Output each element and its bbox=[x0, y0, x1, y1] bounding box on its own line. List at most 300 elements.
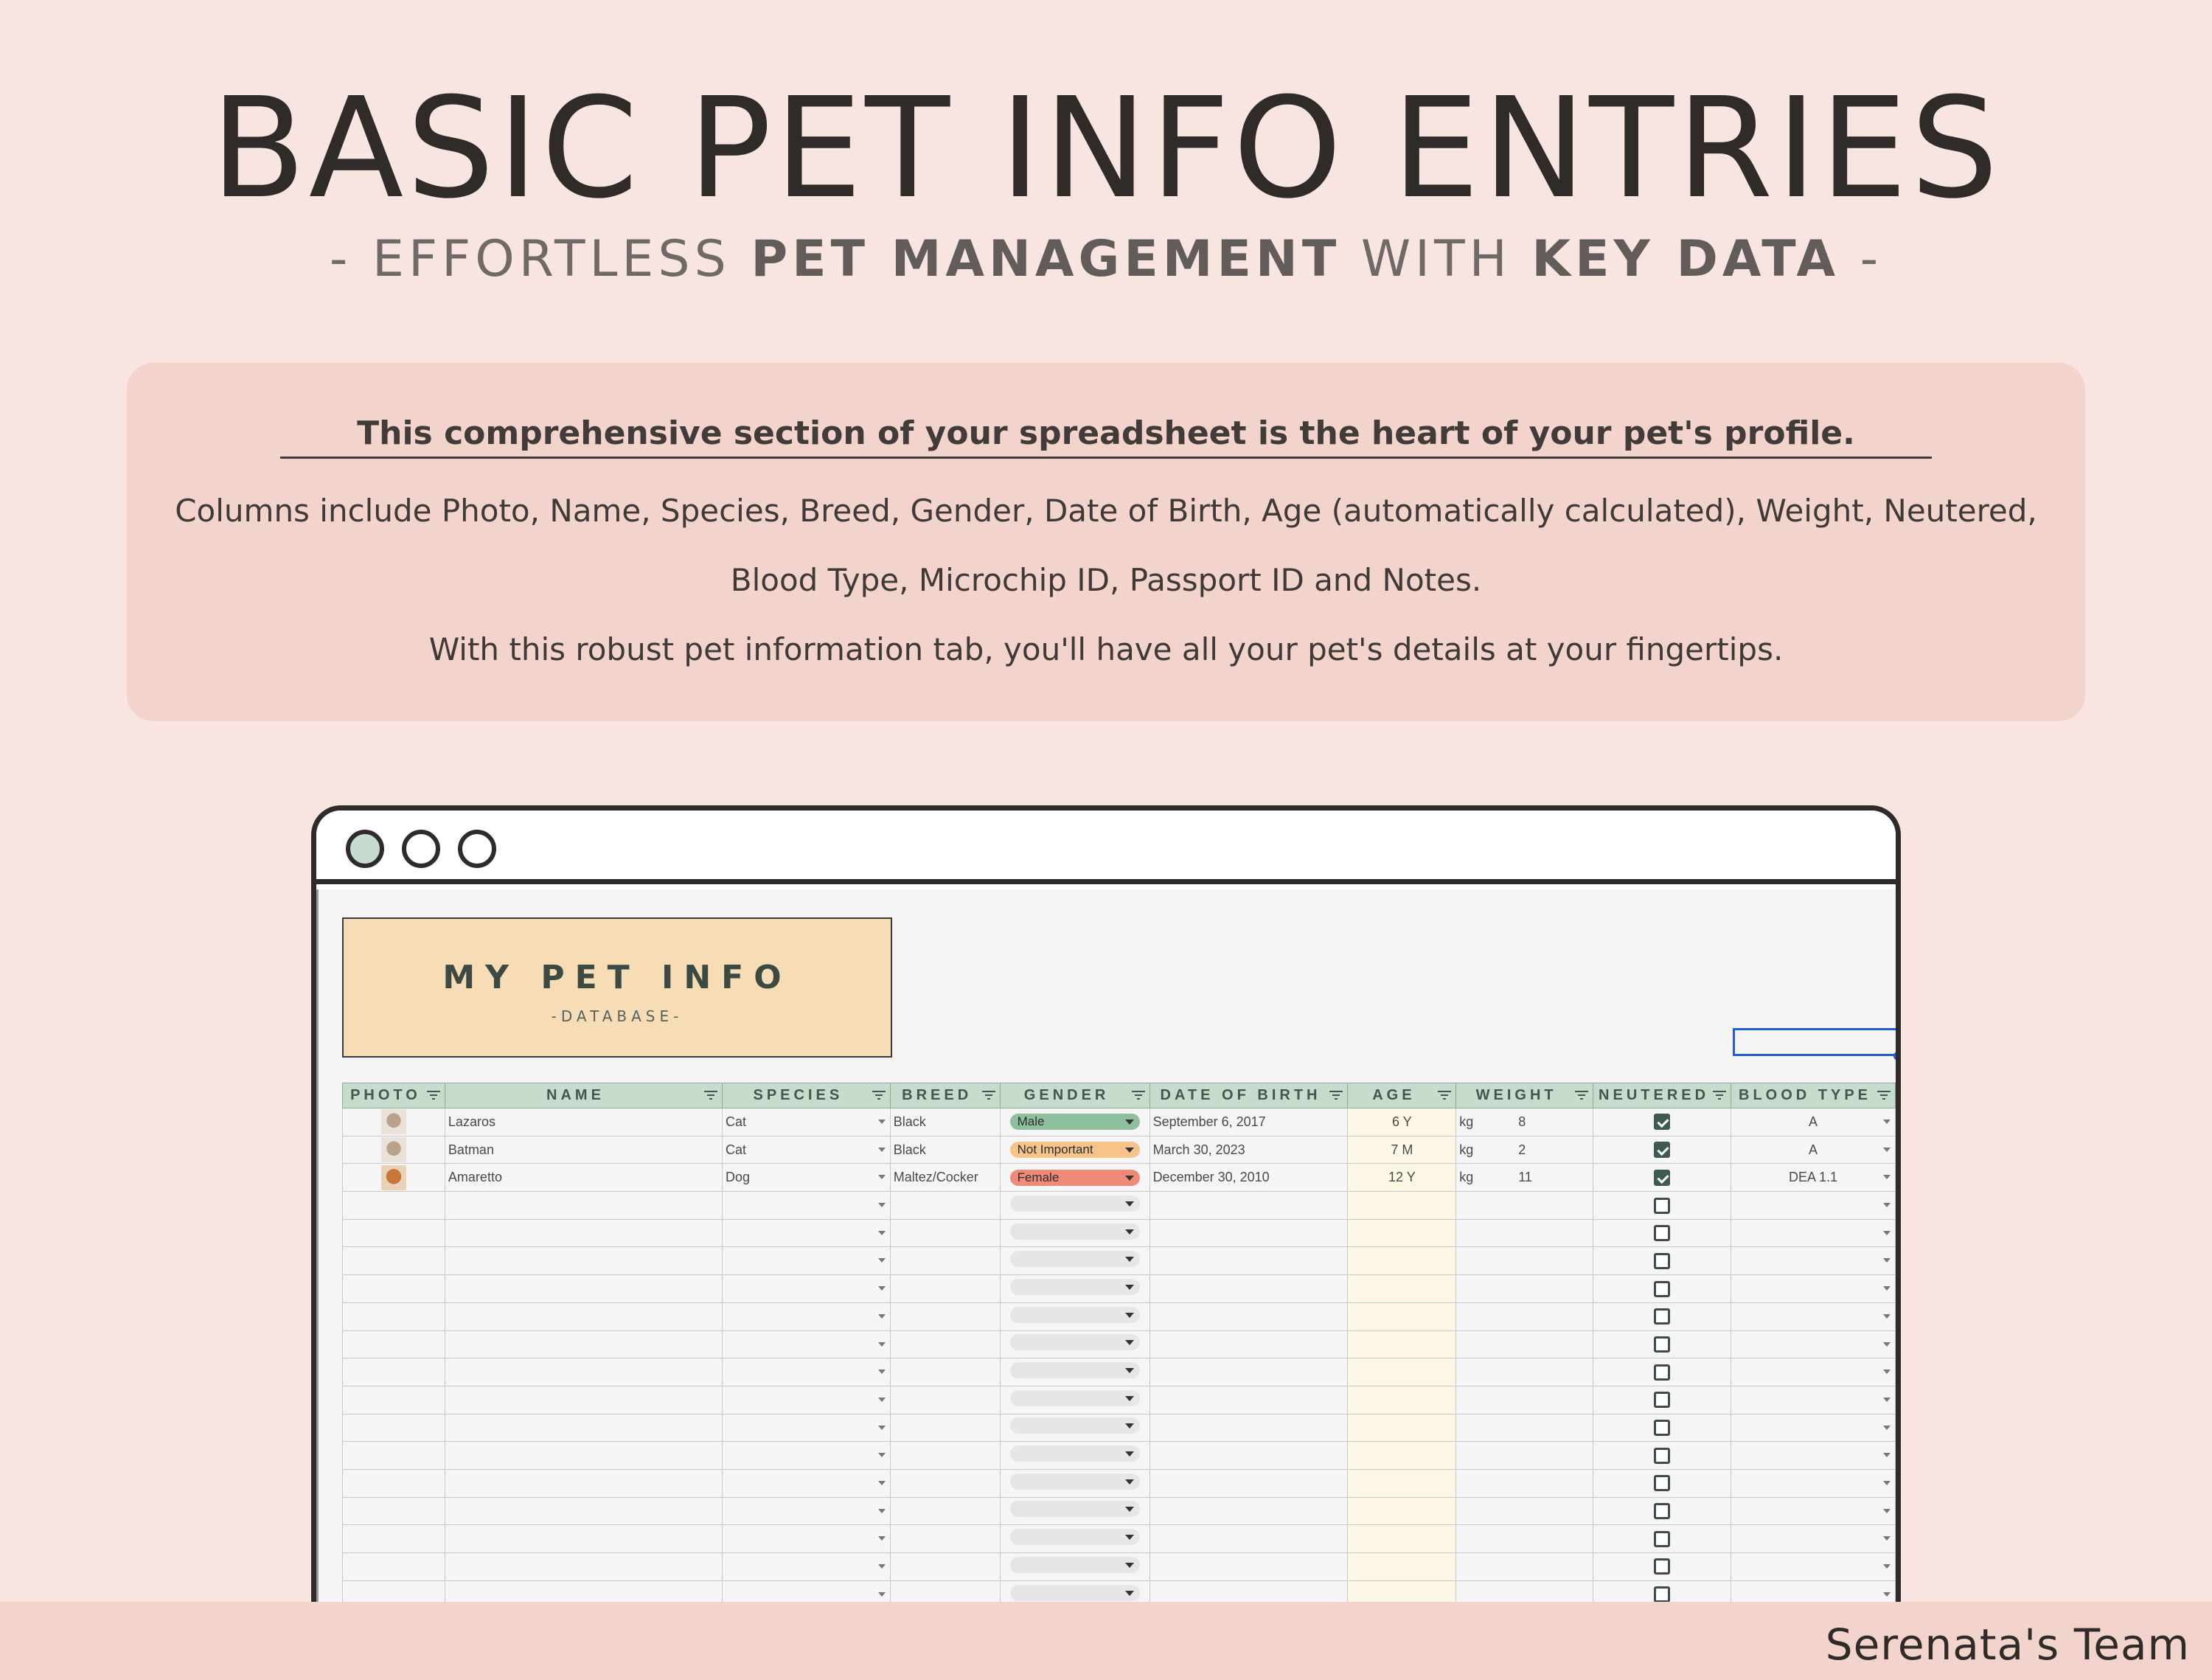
chevron-down-icon[interactable] bbox=[1883, 1426, 1891, 1430]
gender-cell[interactable] bbox=[1000, 1414, 1150, 1442]
photo-cell[interactable] bbox=[343, 1219, 445, 1247]
cat-photo-icon bbox=[381, 1137, 406, 1162]
weight-cell[interactable] bbox=[1456, 1358, 1593, 1386]
dob-cell[interactable] bbox=[1150, 1247, 1348, 1275]
chevron-down-icon[interactable] bbox=[1883, 1286, 1891, 1291]
gender-chip[interactable] bbox=[1010, 1362, 1140, 1378]
age-cell[interactable] bbox=[1348, 1192, 1456, 1220]
chevron-down-icon[interactable] bbox=[1883, 1398, 1891, 1402]
column-header-label: SPECIES bbox=[753, 1087, 844, 1103]
chevron-down-icon bbox=[1125, 1201, 1134, 1207]
name-cell[interactable] bbox=[445, 1330, 722, 1358]
neutered-cell[interactable] bbox=[1593, 1136, 1731, 1164]
gender-chip[interactable] bbox=[1010, 1501, 1140, 1517]
dob-cell[interactable] bbox=[1150, 1442, 1348, 1470]
gender-chip[interactable] bbox=[1010, 1142, 1140, 1158]
column-header-label: AGE bbox=[1372, 1087, 1416, 1103]
gender-chip[interactable] bbox=[1010, 1445, 1140, 1462]
age-cell[interactable] bbox=[1348, 1386, 1456, 1414]
neutered-cell[interactable] bbox=[1593, 1553, 1731, 1581]
chevron-down-icon[interactable] bbox=[1883, 1258, 1891, 1263]
age-cell[interactable] bbox=[1348, 1330, 1456, 1358]
neutered-cell[interactable] bbox=[1593, 1108, 1731, 1136]
gender-cell[interactable] bbox=[1000, 1108, 1150, 1136]
checkbox[interactable] bbox=[1654, 1253, 1670, 1269]
gender-cell[interactable] bbox=[1000, 1553, 1150, 1581]
chevron-down-icon[interactable] bbox=[878, 1148, 886, 1152]
gender-chip[interactable] bbox=[1010, 1195, 1140, 1212]
photo-cell[interactable] bbox=[343, 1164, 445, 1192]
checkbox[interactable] bbox=[1654, 1475, 1670, 1491]
weight-value: 2 bbox=[1518, 1142, 1526, 1157]
column-header-photo[interactable] bbox=[343, 1083, 445, 1108]
species-cell[interactable] bbox=[723, 1136, 891, 1164]
age-cell[interactable] bbox=[1348, 1414, 1456, 1442]
checkbox[interactable] bbox=[1654, 1448, 1670, 1464]
gender-cell[interactable] bbox=[1000, 1192, 1150, 1220]
checkbox[interactable] bbox=[1654, 1503, 1670, 1519]
chevron-down-icon[interactable] bbox=[878, 1509, 886, 1513]
gender-cell[interactable] bbox=[1000, 1219, 1150, 1247]
chevron-down-icon bbox=[1125, 1120, 1134, 1125]
chevron-down-icon[interactable] bbox=[878, 1203, 886, 1207]
species-cell[interactable] bbox=[723, 1219, 891, 1247]
gender-chip[interactable] bbox=[1010, 1170, 1140, 1186]
chevron-down-icon[interactable] bbox=[1883, 1203, 1891, 1207]
chevron-down-icon[interactable] bbox=[878, 1314, 886, 1319]
dob-cell[interactable] bbox=[1150, 1469, 1348, 1497]
age-cell[interactable] bbox=[1348, 1247, 1456, 1275]
weight-unit: kg bbox=[1459, 1142, 1474, 1157]
chevron-down-icon[interactable] bbox=[878, 1370, 886, 1374]
blood-type-value: A bbox=[1809, 1114, 1818, 1129]
species-cell[interactable] bbox=[723, 1497, 891, 1525]
breed-cell[interactable] bbox=[890, 1525, 1000, 1553]
checkbox[interactable] bbox=[1654, 1308, 1670, 1325]
weight-cell[interactable] bbox=[1456, 1386, 1593, 1414]
gender-cell[interactable] bbox=[1000, 1442, 1150, 1470]
filter-icon[interactable] bbox=[704, 1091, 717, 1100]
filter-icon[interactable] bbox=[1713, 1091, 1726, 1100]
species-cell[interactable] bbox=[723, 1553, 891, 1581]
neutered-cell[interactable] bbox=[1593, 1497, 1731, 1525]
chevron-down-icon[interactable] bbox=[1883, 1509, 1891, 1513]
name-cell[interactable] bbox=[445, 1469, 722, 1497]
dob-cell[interactable] bbox=[1150, 1414, 1348, 1442]
breed-cell[interactable] bbox=[890, 1192, 1000, 1220]
chevron-down-icon[interactable] bbox=[878, 1342, 886, 1347]
checkbox[interactable] bbox=[1654, 1170, 1670, 1186]
neutered-cell[interactable] bbox=[1593, 1442, 1731, 1470]
header-row bbox=[343, 1083, 1896, 1108]
checkbox[interactable] bbox=[1654, 1114, 1670, 1130]
age-cell[interactable] bbox=[1348, 1275, 1456, 1303]
species-cell[interactable] bbox=[723, 1247, 891, 1275]
weight-cell[interactable] bbox=[1456, 1442, 1593, 1470]
weight-cell[interactable] bbox=[1456, 1330, 1593, 1358]
blood-type-cell[interactable] bbox=[1731, 1164, 1896, 1192]
checkbox[interactable] bbox=[1654, 1364, 1670, 1381]
gender-chip[interactable] bbox=[1010, 1474, 1140, 1490]
chevron-down-icon[interactable] bbox=[878, 1592, 886, 1597]
chevron-down-icon[interactable] bbox=[1883, 1120, 1891, 1124]
chevron-down-icon[interactable] bbox=[1883, 1231, 1891, 1235]
filter-icon[interactable] bbox=[1132, 1091, 1145, 1100]
photo-cell[interactable] bbox=[343, 1386, 445, 1414]
age-cell[interactable] bbox=[1348, 1358, 1456, 1386]
neutered-cell[interactable] bbox=[1593, 1330, 1731, 1358]
breed-cell[interactable]: Maltez/Cocker bbox=[890, 1164, 1000, 1192]
table-row bbox=[343, 1302, 1896, 1330]
checkbox[interactable] bbox=[1654, 1531, 1670, 1547]
neutered-cell[interactable] bbox=[1593, 1275, 1731, 1303]
blood-type-cell[interactable] bbox=[1731, 1386, 1896, 1414]
photo-cell[interactable] bbox=[343, 1108, 445, 1136]
blood-type-value: A bbox=[1809, 1142, 1818, 1157]
name-cell[interactable]: Batman bbox=[445, 1136, 722, 1164]
blood-type-cell[interactable] bbox=[1731, 1192, 1896, 1220]
table-row bbox=[343, 1414, 1896, 1442]
filter-icon[interactable] bbox=[1329, 1091, 1343, 1100]
fill-handle[interactable] bbox=[1893, 1052, 1901, 1061]
chevron-down-icon bbox=[1125, 1451, 1134, 1457]
species-cell[interactable] bbox=[723, 1358, 891, 1386]
neutered-cell[interactable] bbox=[1593, 1247, 1731, 1275]
chevron-down-icon[interactable] bbox=[878, 1398, 886, 1402]
species-cell[interactable] bbox=[723, 1414, 891, 1442]
photo-cell[interactable] bbox=[343, 1525, 445, 1553]
gender-cell[interactable] bbox=[1000, 1469, 1150, 1497]
info-line-2: Blood Type, Microchip ID, Passport ID and Notes. bbox=[730, 562, 1482, 598]
gender-chip[interactable] bbox=[1010, 1390, 1140, 1406]
dob-cell[interactable] bbox=[1150, 1275, 1348, 1303]
table-row bbox=[343, 1219, 1896, 1247]
gender-chip[interactable] bbox=[1010, 1251, 1140, 1267]
species-cell[interactable] bbox=[723, 1108, 891, 1136]
name-cell[interactable] bbox=[445, 1553, 722, 1581]
photo-cell[interactable] bbox=[343, 1553, 445, 1581]
chevron-down-icon[interactable] bbox=[878, 1426, 886, 1430]
name-cell[interactable] bbox=[445, 1525, 722, 1553]
species-cell[interactable] bbox=[723, 1525, 891, 1553]
neutered-cell[interactable] bbox=[1593, 1386, 1731, 1414]
filter-icon[interactable] bbox=[1438, 1091, 1451, 1100]
chevron-down-icon bbox=[1125, 1535, 1134, 1540]
species-cell[interactable] bbox=[723, 1330, 891, 1358]
checkbox[interactable] bbox=[1654, 1142, 1670, 1158]
weight-cell[interactable] bbox=[1456, 1414, 1593, 1442]
checkbox[interactable] bbox=[1654, 1558, 1670, 1575]
breed-cell[interactable] bbox=[890, 1247, 1000, 1275]
gender-cell[interactable] bbox=[1000, 1136, 1150, 1164]
age-cell[interactable] bbox=[1348, 1302, 1456, 1330]
dob-cell[interactable] bbox=[1150, 1497, 1348, 1525]
species-cell[interactable] bbox=[723, 1275, 891, 1303]
browser-window bbox=[311, 805, 1901, 1680]
column-header-gender[interactable] bbox=[1000, 1083, 1150, 1108]
window-dot-icon[interactable] bbox=[402, 830, 440, 868]
gender-chip[interactable] bbox=[1010, 1585, 1140, 1601]
breed-cell[interactable] bbox=[890, 1219, 1000, 1247]
chevron-down-icon bbox=[1125, 1148, 1134, 1153]
checkbox[interactable] bbox=[1654, 1392, 1670, 1408]
breed-cell[interactable] bbox=[890, 1497, 1000, 1525]
chevron-down-icon[interactable] bbox=[1883, 1536, 1891, 1541]
filter-icon[interactable] bbox=[872, 1091, 886, 1100]
table-row bbox=[343, 1247, 1896, 1275]
gender-chip[interactable] bbox=[1010, 1114, 1140, 1130]
column-header-date-of-birth[interactable] bbox=[1150, 1083, 1348, 1108]
chevron-down-icon[interactable] bbox=[878, 1564, 886, 1569]
name-cell[interactable] bbox=[445, 1302, 722, 1330]
weight-cell[interactable] bbox=[1456, 1275, 1593, 1303]
checkbox[interactable] bbox=[1654, 1336, 1670, 1353]
dob-cell[interactable] bbox=[1150, 1192, 1348, 1220]
chevron-down-icon[interactable] bbox=[1883, 1148, 1891, 1152]
column-header-weight[interactable] bbox=[1456, 1083, 1593, 1108]
gender-chip[interactable] bbox=[1010, 1307, 1140, 1323]
breed-cell[interactable] bbox=[890, 1553, 1000, 1581]
checkbox[interactable] bbox=[1654, 1198, 1670, 1214]
dob-cell[interactable]: September 6, 2017 bbox=[1150, 1108, 1348, 1136]
breed-cell[interactable] bbox=[890, 1442, 1000, 1470]
photo-cell[interactable] bbox=[343, 1358, 445, 1386]
chevron-down-icon[interactable] bbox=[878, 1258, 886, 1263]
dob-cell[interactable] bbox=[1150, 1386, 1348, 1414]
window-dot-icon[interactable] bbox=[458, 830, 496, 868]
name-cell[interactable] bbox=[445, 1442, 722, 1470]
gender-cell[interactable] bbox=[1000, 1525, 1150, 1553]
blood-type-cell[interactable] bbox=[1731, 1108, 1896, 1136]
blood-type-cell[interactable] bbox=[1731, 1302, 1896, 1330]
name-cell[interactable] bbox=[445, 1275, 722, 1303]
weight-cell[interactable] bbox=[1456, 1302, 1593, 1330]
photo-cell[interactable] bbox=[343, 1302, 445, 1330]
dob-cell[interactable]: December 30, 2010 bbox=[1150, 1164, 1348, 1192]
species-value: Dog bbox=[726, 1170, 751, 1185]
weight-cell[interactable] bbox=[1456, 1553, 1593, 1581]
neutered-cell[interactable] bbox=[1593, 1219, 1731, 1247]
name-cell[interactable]: Lazaros bbox=[445, 1108, 722, 1136]
weight-cell[interactable] bbox=[1456, 1525, 1593, 1553]
chevron-down-icon[interactable] bbox=[1883, 1175, 1891, 1179]
neutered-cell[interactable] bbox=[1593, 1192, 1731, 1220]
photo-cell[interactable] bbox=[343, 1442, 445, 1470]
gender-chip[interactable] bbox=[1010, 1279, 1140, 1295]
chevron-down-icon bbox=[1125, 1507, 1134, 1512]
column-header-neutered[interactable] bbox=[1593, 1083, 1731, 1108]
checkbox[interactable] bbox=[1654, 1281, 1670, 1297]
breed-cell[interactable] bbox=[890, 1330, 1000, 1358]
table-row bbox=[343, 1108, 1896, 1136]
age-cell[interactable] bbox=[1348, 1442, 1456, 1470]
spreadsheet bbox=[316, 889, 1896, 1680]
gender-cell[interactable] bbox=[1000, 1247, 1150, 1275]
column-header-age[interactable] bbox=[1348, 1083, 1456, 1108]
chevron-down-icon bbox=[1125, 1591, 1134, 1596]
column-header-blood-type[interactable] bbox=[1731, 1083, 1896, 1108]
column-header-name[interactable] bbox=[445, 1083, 722, 1108]
gender-cell[interactable] bbox=[1000, 1302, 1150, 1330]
column-header-label: NAME bbox=[546, 1087, 605, 1103]
breed-cell[interactable] bbox=[890, 1386, 1000, 1414]
age-cell[interactable] bbox=[1348, 1219, 1456, 1247]
name-cell[interactable] bbox=[445, 1414, 722, 1442]
filter-icon[interactable] bbox=[427, 1091, 440, 1100]
age-cell[interactable] bbox=[1348, 1525, 1456, 1553]
blood-type-cell[interactable] bbox=[1731, 1275, 1896, 1303]
gender-chip[interactable] bbox=[1010, 1417, 1140, 1434]
weight-value: 11 bbox=[1518, 1170, 1532, 1185]
name-cell[interactable] bbox=[445, 1192, 722, 1220]
table-row bbox=[343, 1358, 1896, 1386]
gender-cell[interactable] bbox=[1000, 1497, 1150, 1525]
chevron-down-icon[interactable] bbox=[1883, 1342, 1891, 1347]
gender-cell[interactable] bbox=[1000, 1164, 1150, 1192]
age-cell[interactable] bbox=[1348, 1497, 1456, 1525]
checkbox[interactable] bbox=[1654, 1225, 1670, 1241]
age-cell[interactable] bbox=[1348, 1469, 1456, 1497]
blood-type-cell[interactable] bbox=[1731, 1553, 1896, 1581]
blood-type-cell[interactable] bbox=[1731, 1497, 1896, 1525]
breed-cell[interactable]: Black bbox=[890, 1108, 1000, 1136]
chevron-down-icon[interactable] bbox=[878, 1453, 886, 1457]
age-cell[interactable] bbox=[1348, 1553, 1456, 1581]
blood-type-cell[interactable] bbox=[1731, 1469, 1896, 1497]
info-line-1: Columns include Photo, Name, Species, Breed, Gender, Date of Birth, Age (automatically calculated), Weight, Neutered, bbox=[175, 493, 2037, 529]
dob-cell[interactable] bbox=[1150, 1302, 1348, 1330]
dob-cell[interactable] bbox=[1150, 1219, 1348, 1247]
brand-signature: Serenata's Team bbox=[1825, 1620, 2190, 1670]
selected-cell[interactable] bbox=[1733, 1028, 1898, 1056]
blood-type-cell[interactable] bbox=[1731, 1525, 1896, 1553]
blood-type-cell[interactable] bbox=[1731, 1358, 1896, 1386]
photo-cell[interactable] bbox=[343, 1469, 445, 1497]
chevron-down-icon bbox=[1125, 1479, 1134, 1485]
chevron-down-icon[interactable] bbox=[1883, 1314, 1891, 1319]
gender-cell[interactable] bbox=[1000, 1275, 1150, 1303]
name-cell[interactable] bbox=[445, 1386, 722, 1414]
photo-cell[interactable] bbox=[343, 1330, 445, 1358]
neutered-cell[interactable] bbox=[1593, 1525, 1731, 1553]
name-cell[interactable] bbox=[445, 1219, 722, 1247]
breed-cell[interactable]: Black bbox=[890, 1136, 1000, 1164]
dob-cell[interactable]: March 30, 2023 bbox=[1150, 1136, 1348, 1164]
chevron-down-icon[interactable] bbox=[878, 1481, 886, 1485]
gender-cell[interactable] bbox=[1000, 1330, 1150, 1358]
blood-type-cell[interactable] bbox=[1731, 1330, 1896, 1358]
filter-icon[interactable] bbox=[982, 1091, 995, 1100]
checkbox[interactable] bbox=[1654, 1420, 1670, 1436]
photo-cell[interactable] bbox=[343, 1414, 445, 1442]
weight-cell[interactable] bbox=[1456, 1247, 1593, 1275]
name-cell[interactable] bbox=[445, 1497, 722, 1525]
photo-cell[interactable] bbox=[343, 1275, 445, 1303]
photo-cell[interactable] bbox=[343, 1136, 445, 1164]
name-cell[interactable]: Amaretto bbox=[445, 1164, 722, 1192]
species-cell[interactable] bbox=[723, 1386, 891, 1414]
weight-cell[interactable] bbox=[1456, 1469, 1593, 1497]
weight-cell[interactable] bbox=[1456, 1497, 1593, 1525]
neutered-cell[interactable] bbox=[1593, 1302, 1731, 1330]
dob-cell[interactable] bbox=[1150, 1358, 1348, 1386]
chevron-down-icon[interactable] bbox=[1883, 1453, 1891, 1457]
chevron-down-icon[interactable] bbox=[1883, 1481, 1891, 1485]
gender-chip[interactable] bbox=[1010, 1557, 1140, 1573]
chevron-down-icon[interactable] bbox=[878, 1175, 886, 1179]
filter-icon[interactable] bbox=[1877, 1091, 1891, 1100]
chevron-down-icon[interactable] bbox=[878, 1286, 886, 1291]
chevron-down-icon[interactable] bbox=[878, 1231, 886, 1235]
checkbox[interactable] bbox=[1654, 1586, 1670, 1603]
breed-cell[interactable] bbox=[890, 1414, 1000, 1442]
chevron-down-icon bbox=[1125, 1340, 1134, 1345]
table-row bbox=[343, 1525, 1896, 1553]
breed-cell[interactable] bbox=[890, 1302, 1000, 1330]
species-value: Cat bbox=[726, 1142, 747, 1157]
weight-cell[interactable] bbox=[1456, 1192, 1593, 1220]
column-header-species[interactable] bbox=[723, 1083, 891, 1108]
blood-type-cell[interactable] bbox=[1731, 1219, 1896, 1247]
species-cell[interactable] bbox=[723, 1192, 891, 1220]
blood-type-cell[interactable] bbox=[1731, 1442, 1896, 1470]
blood-type-cell[interactable] bbox=[1731, 1136, 1896, 1164]
chevron-down-icon[interactable] bbox=[1883, 1564, 1891, 1569]
neutered-cell[interactable] bbox=[1593, 1414, 1731, 1442]
chevron-down-icon[interactable] bbox=[1883, 1370, 1891, 1374]
chevron-down-icon[interactable] bbox=[1883, 1592, 1891, 1597]
dob-cell[interactable] bbox=[1150, 1553, 1348, 1581]
info-line-3: With this robust pet information tab, you'll have all your pet's details at your fingertips. bbox=[428, 631, 1784, 667]
weight-cell[interactable] bbox=[1456, 1219, 1593, 1247]
photo-cell[interactable] bbox=[343, 1247, 445, 1275]
breed-cell[interactable] bbox=[890, 1469, 1000, 1497]
weight-cell[interactable] bbox=[1456, 1164, 1593, 1192]
column-header-breed[interactable] bbox=[890, 1083, 1000, 1108]
gender-chip[interactable] bbox=[1010, 1334, 1140, 1350]
breed-cell[interactable] bbox=[890, 1275, 1000, 1303]
gender-chip[interactable] bbox=[1010, 1223, 1140, 1240]
column-header-label: GENDER bbox=[1023, 1087, 1110, 1103]
dob-cell[interactable] bbox=[1150, 1525, 1348, 1553]
gender-chip[interactable] bbox=[1010, 1529, 1140, 1545]
chevron-down-icon[interactable] bbox=[878, 1536, 886, 1541]
species-cell[interactable] bbox=[723, 1442, 891, 1470]
neutered-cell[interactable] bbox=[1593, 1164, 1731, 1192]
chevron-down-icon[interactable] bbox=[878, 1120, 886, 1124]
neutered-cell[interactable] bbox=[1593, 1358, 1731, 1386]
filter-icon[interactable] bbox=[1575, 1091, 1588, 1100]
breed-cell[interactable] bbox=[890, 1358, 1000, 1386]
name-cell[interactable] bbox=[445, 1358, 722, 1386]
weight-cell[interactable] bbox=[1456, 1108, 1593, 1136]
gender-cell[interactable] bbox=[1000, 1386, 1150, 1414]
photo-cell[interactable] bbox=[343, 1497, 445, 1525]
blood-type-cell[interactable] bbox=[1731, 1414, 1896, 1442]
gender-cell[interactable] bbox=[1000, 1358, 1150, 1386]
dob-cell[interactable] bbox=[1150, 1330, 1348, 1358]
blood-type-cell[interactable] bbox=[1731, 1247, 1896, 1275]
age-cell: 7 M bbox=[1348, 1136, 1456, 1164]
window-dot-green-icon[interactable] bbox=[346, 830, 384, 868]
species-cell[interactable] bbox=[723, 1469, 891, 1497]
species-cell[interactable] bbox=[723, 1164, 891, 1192]
species-cell[interactable] bbox=[723, 1302, 891, 1330]
photo-cell[interactable] bbox=[343, 1192, 445, 1220]
weight-cell[interactable] bbox=[1456, 1136, 1593, 1164]
neutered-cell[interactable] bbox=[1593, 1469, 1731, 1497]
name-cell[interactable] bbox=[445, 1247, 722, 1275]
